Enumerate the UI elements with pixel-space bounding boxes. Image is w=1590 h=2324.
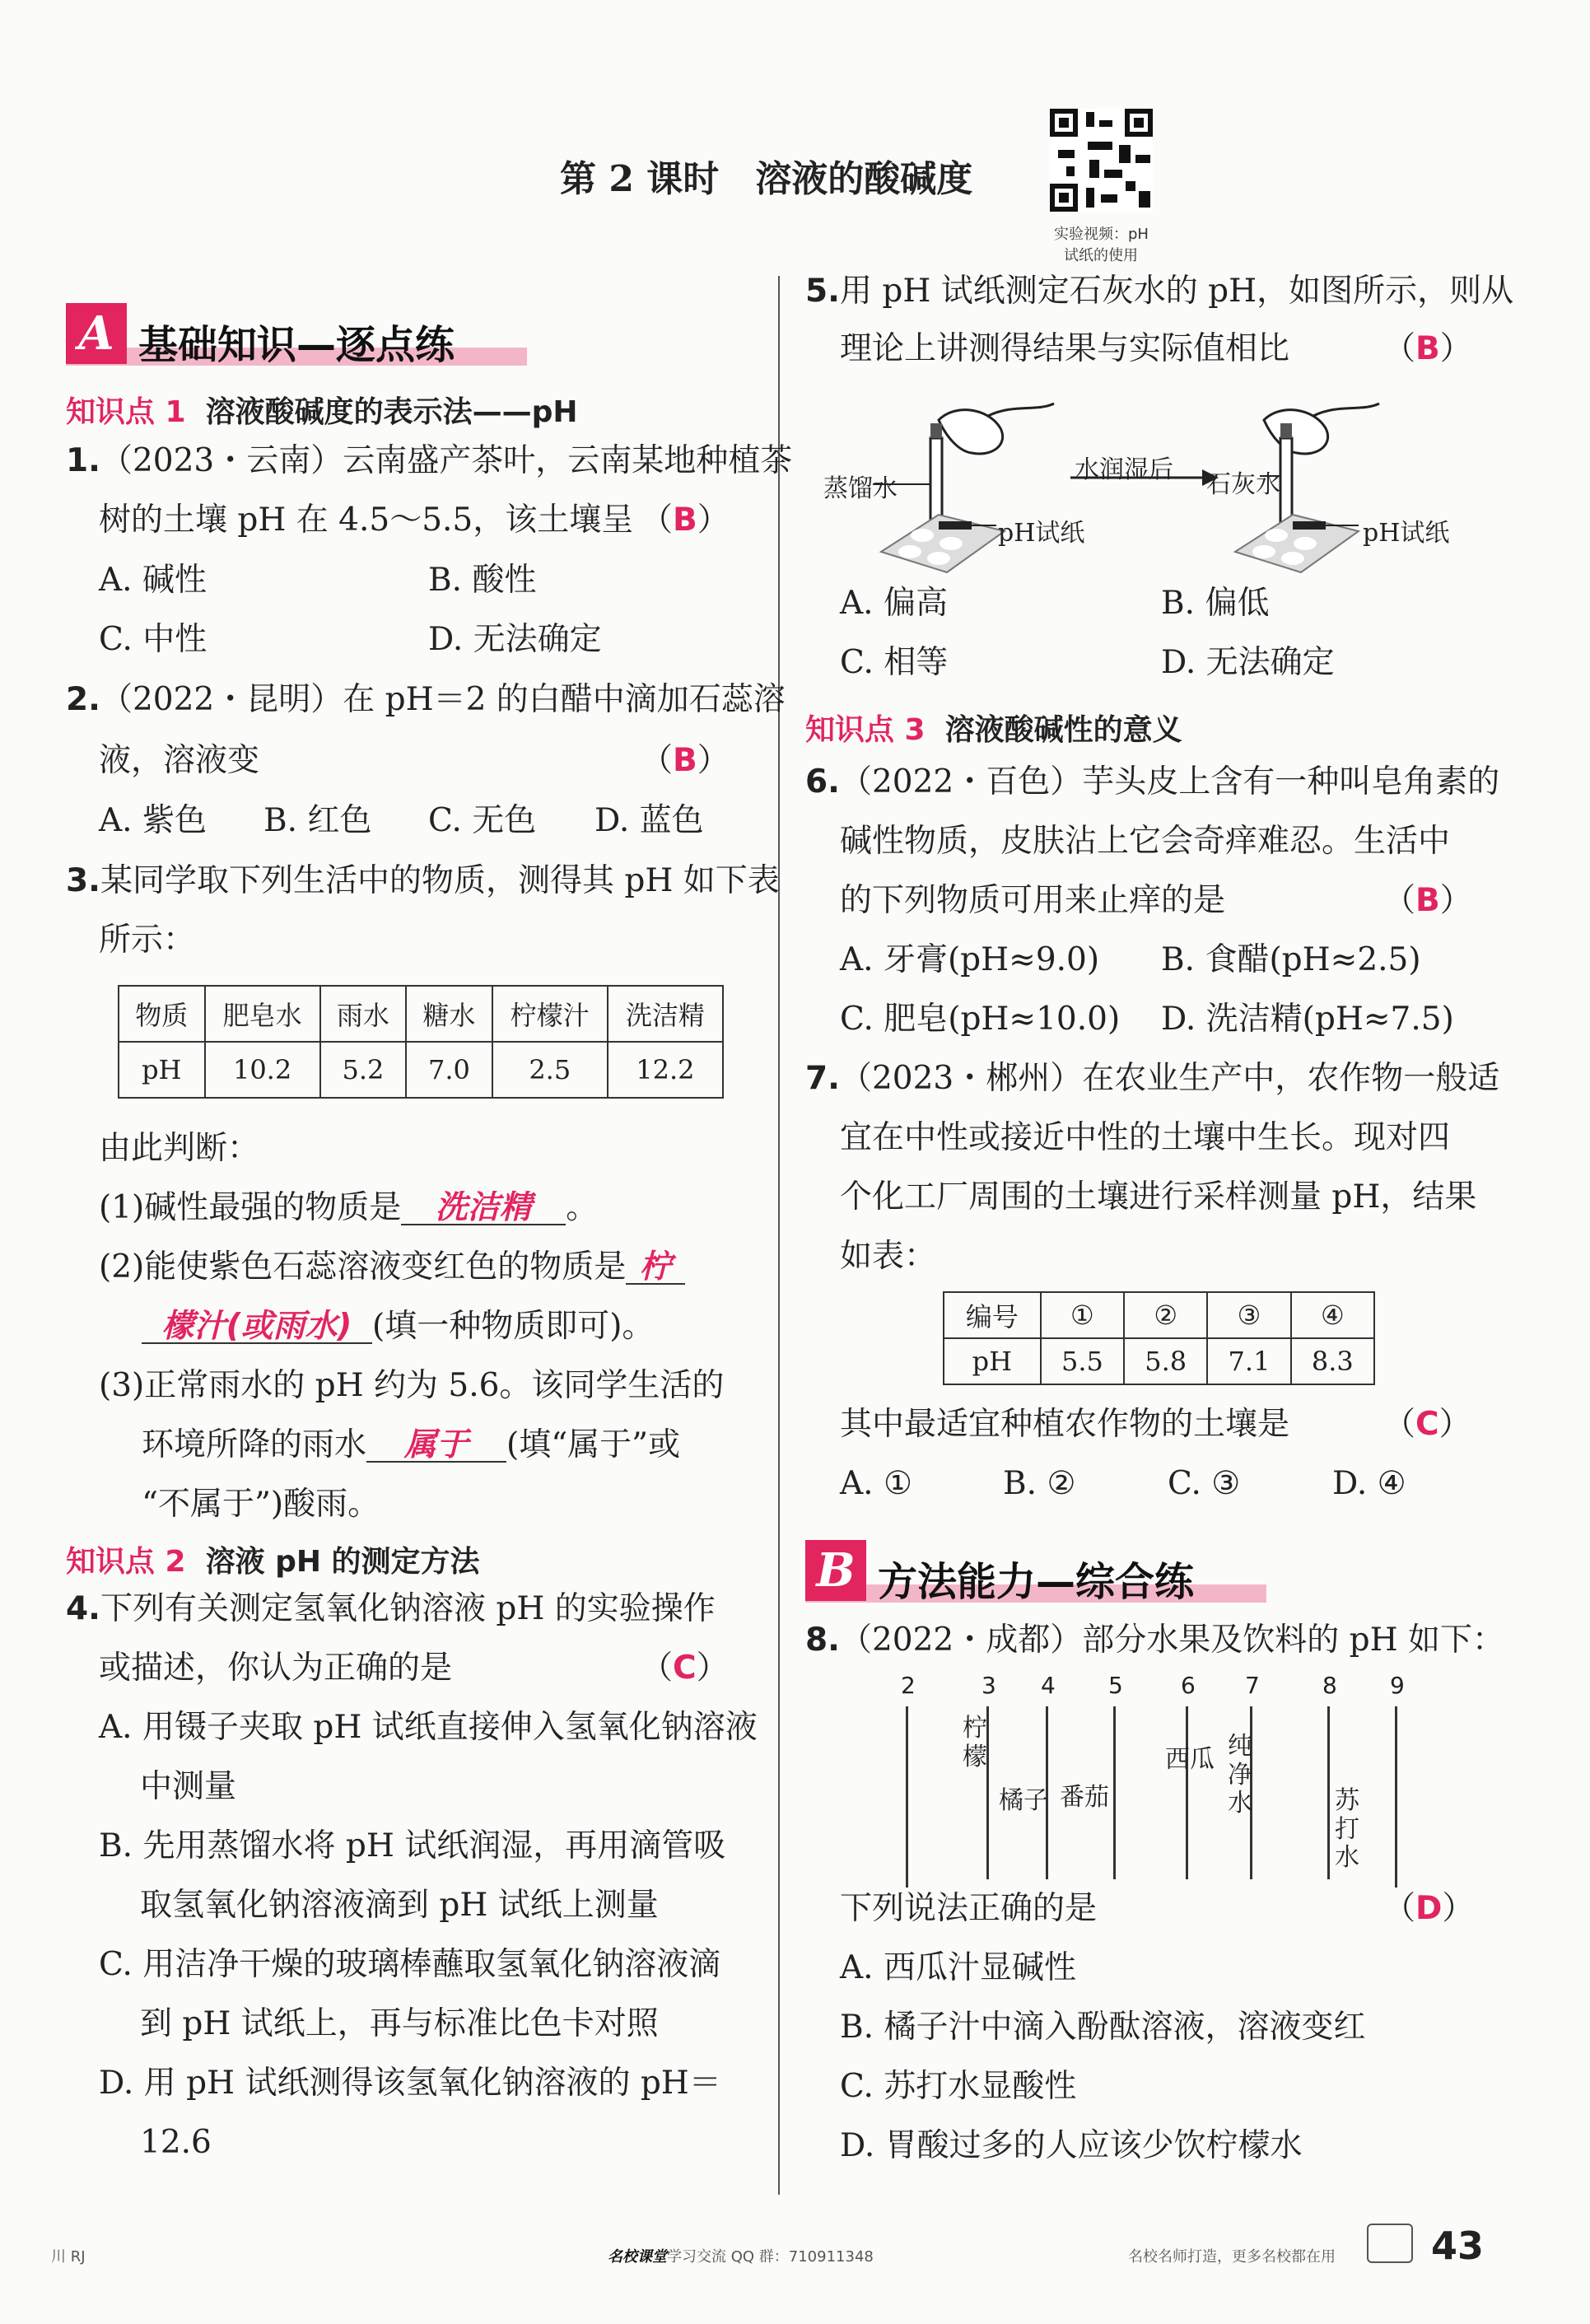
question-text: 其中最适宜种植农作物的土壤是	[840, 1406, 1290, 1443]
answer: B	[673, 742, 697, 779]
answer: B	[673, 502, 697, 539]
answer: B	[1415, 882, 1440, 919]
question-text: （2022・百色）芋头皮上含有一种叫皂角素的	[839, 763, 1500, 800]
table-cell: 洗洁精	[608, 986, 723, 1042]
brand-icon	[1367, 2224, 1413, 2263]
question-text: （2023・郴州）在农业生产中，农作物一般适	[839, 1060, 1500, 1097]
fig-label: 石灰水	[1206, 470, 1280, 499]
option-a: A. 偏高	[840, 585, 948, 622]
fill-answer: 属于	[366, 1429, 506, 1463]
scale-line	[906, 1706, 908, 1888]
question-number: 6.	[805, 763, 840, 800]
option-b: B. 先用蒸馏水将 pH 试纸润湿，再用滴管吸	[99, 1827, 726, 1864]
table-row	[119, 1042, 723, 1098]
question-6	[805, 763, 1500, 800]
kp-title: 溶液酸碱性的意义	[944, 713, 1182, 747]
table-cell: 8.3	[1291, 1338, 1374, 1384]
fill-answer: 檬汁(或雨水)	[142, 1310, 372, 1344]
option-b: B. 橘子汁中滴入酚酞溶液，溶液变红	[840, 2009, 1366, 2046]
scale-tick-label: 4	[1041, 1672, 1056, 1699]
scale-line	[1186, 1706, 1188, 1879]
table-cell: pH	[119, 1042, 205, 1098]
kp-label: 知识点 3	[805, 713, 926, 747]
scale-item-label: 苏打水	[1335, 1786, 1359, 1872]
scale-item-label: 纯净水	[1228, 1732, 1252, 1818]
scale-item-label: 柠檬	[963, 1714, 987, 1771]
question-1	[66, 442, 793, 479]
sub-question-2-cont: 檬汁(或雨水) (填一种物质即可)。	[142, 1310, 654, 1344]
table-cell: 柠檬汁	[492, 986, 608, 1042]
scale-tick-label: 9	[1390, 1672, 1405, 1699]
question-text: （2022・成都）部分水果及饮料的 pH 如下：	[839, 1622, 1504, 1659]
page-title: 第 2 课时 溶液的酸碱度	[560, 158, 973, 200]
option-a: A. ①	[840, 1465, 912, 1502]
option-a: A. 牙膏(pH≈9.0)	[840, 941, 1100, 978]
scale-item-label: 番茄	[1060, 1783, 1109, 1812]
fig-label: pH试纸	[1363, 519, 1450, 548]
ph-test-figure	[815, 387, 1490, 585]
question-8	[805, 1622, 1504, 1659]
kp-title: 溶液酸碱度的表示法——pH	[205, 395, 578, 429]
kp-label: 知识点 2	[66, 1545, 186, 1579]
question-text: 碱性物质，皮肤沾上它会奇痒难忍。生活中	[840, 823, 1451, 860]
question-7	[805, 1060, 1500, 1097]
fig-label: 蒸馏水	[823, 474, 898, 503]
question-number: 2.	[66, 681, 100, 718]
answer: C	[1415, 1406, 1439, 1443]
section-a-banner	[66, 303, 527, 371]
answer-bracket: （C）	[641, 1650, 729, 1687]
question-text: 下列说法正确的是	[840, 1890, 1098, 1927]
scale-item-label: 西瓜	[1165, 1745, 1215, 1774]
fig-label: pH试纸	[998, 519, 1085, 548]
table-cell: ④	[1291, 1292, 1374, 1338]
section-b-title: 方法能力—综合练	[878, 1559, 1195, 1605]
table-cell: 物质	[119, 986, 205, 1042]
question-text: 宜在中性或接近中性的土壤中生长。现对四	[840, 1119, 1451, 1156]
option-b: B. 红色	[263, 802, 372, 839]
qr-caption: 试纸的使用	[1064, 247, 1138, 264]
answer: D	[1415, 1890, 1443, 1927]
option-d-cont: 12.6	[140, 2124, 212, 2161]
hand-dropper-icon	[1264, 404, 1379, 529]
page-number: 43	[1431, 2224, 1485, 2268]
knowledge-point-3	[805, 707, 1182, 749]
section-a-title: 基础知识—逐点练	[138, 322, 455, 368]
table-row	[119, 986, 723, 1042]
question-text: 液，溶液变	[99, 742, 260, 779]
hand-dropper-icon	[930, 404, 1054, 529]
question-3	[66, 862, 780, 899]
section-b-letter: B	[805, 1540, 866, 1601]
option-d: D. 胃酸过多的人应该少饮柠檬水	[840, 2127, 1303, 2164]
question-text: 某同学取下列生活中的物质，测得其 pH 如下表	[100, 862, 780, 899]
option-c: C. 苏打水显酸性	[840, 2068, 1077, 2105]
spot-plate-icon	[1235, 515, 1359, 572]
table-cell: 12.2	[608, 1042, 723, 1098]
scale-tick-label: 6	[1181, 1672, 1196, 1699]
sub-question-1: (1)碱性最强的物质是 洗洁精 。	[99, 1189, 599, 1226]
qr-caption: 实验视频：pH	[1054, 226, 1149, 243]
option-a: A. 碱性	[99, 562, 207, 599]
fill-answer: 柠	[626, 1251, 685, 1285]
option-d: D. 用 pH 试纸测得该氢氧化钠溶液的 pH＝	[99, 2065, 721, 2102]
table-cell: 5.8	[1124, 1338, 1207, 1384]
option-c: C. ③	[1168, 1465, 1241, 1502]
section-b-banner	[805, 1540, 1266, 1608]
ph-scale-diagram	[889, 1672, 1416, 1878]
question-text: 由此判断：	[99, 1130, 260, 1167]
table-cell: 7.1	[1207, 1338, 1290, 1384]
answer-bracket: （B）	[641, 742, 730, 779]
scale-line	[1395, 1706, 1397, 1888]
qr-code-icon[interactable]	[1050, 109, 1153, 212]
answer-bracket: （C）	[1383, 1406, 1471, 1443]
table-cell: ③	[1207, 1292, 1290, 1338]
option-d: D. 无法确定	[428, 621, 602, 658]
question-text: 如表：	[840, 1238, 937, 1275]
ph-table-q3	[118, 985, 724, 1099]
option-c: C. 肥皂(pH≈10.0)	[840, 1001, 1121, 1038]
question-text: 所示：	[99, 922, 196, 959]
sub-question-3: (3)正常雨水的 pH 约为 5.6。该同学生活的	[99, 1367, 725, 1404]
answer-bracket: （B）	[1383, 882, 1472, 919]
table-cell: 肥皂水	[205, 986, 320, 1042]
brand-logo: 名校课堂	[608, 2248, 667, 2266]
option-d: D. 蓝色	[595, 802, 704, 839]
option-b: B. ②	[1003, 1465, 1076, 1502]
table-cell: 糖水	[406, 986, 492, 1042]
option-a: A. 紫色	[99, 802, 207, 839]
option-c-cont: 到 pH 试纸上，再与标准比色卡对照	[140, 2005, 659, 2042]
scale-tick-label: 8	[1322, 1672, 1337, 1699]
table-cell: 编号	[944, 1292, 1041, 1338]
option-b: B. 食醋(pH≈2.5)	[1161, 941, 1421, 978]
scale-tick-label: 2	[901, 1672, 916, 1699]
scale-line	[1113, 1706, 1116, 1879]
question-text: 下列有关测定氢氧化钠溶液 pH 的实验操作	[100, 1590, 716, 1627]
scale-tick-label: 3	[982, 1672, 996, 1699]
table-cell: 5.2	[320, 1042, 407, 1098]
option-b-cont: 取氢氧化钠溶液滴到 pH 试纸上测量	[140, 1887, 659, 1924]
spot-plate-icon	[881, 515, 1005, 572]
option-c: C. 相等	[840, 644, 949, 681]
question-number: 5.	[805, 273, 840, 310]
scale-tick-label: 7	[1245, 1672, 1260, 1699]
option-c: C. 无色	[428, 802, 537, 839]
knowledge-point-1	[66, 389, 578, 431]
answer: B	[1415, 330, 1440, 367]
option-a: A. 西瓜汁显碱性	[840, 1949, 1076, 1986]
question-text: 理论上讲测得结果与实际值相比	[840, 330, 1290, 367]
option-d: D. ④	[1332, 1465, 1406, 1502]
footer-left: 川 RJ	[51, 2248, 86, 2266]
option-b: B. 酸性	[428, 562, 537, 599]
question-text: 用 pH 试纸测定石灰水的 pH，如图所示，则从	[839, 273, 1514, 310]
option-a-cont: 中测量	[140, 1768, 237, 1805]
question-text: 的下列物质可用来止痒的是	[840, 882, 1226, 919]
question-number: 1.	[66, 442, 100, 479]
fill-answer: 洗洁精	[401, 1192, 566, 1225]
sub-question-3-cont: 环境所降的雨水 属于 (填“属于”或	[142, 1426, 681, 1463]
table-cell: ②	[1124, 1292, 1207, 1338]
section-a-letter: A	[66, 303, 127, 364]
question-text: 树的土壤 pH 在 4.5～5.5，该土壤呈	[99, 502, 634, 539]
column-divider	[778, 276, 780, 2195]
option-c: C. 中性	[99, 621, 207, 658]
kp-label: 知识点 1	[66, 395, 186, 429]
table-cell: ①	[1041, 1292, 1124, 1338]
option-d: D. 洗洁精(pH≈7.5)	[1161, 1001, 1454, 1038]
question-5	[805, 273, 1514, 310]
sub-question-2: (2)能使紫色石蕊溶液变红色的物质是 柠	[99, 1251, 685, 1285]
question-text: （2023・云南）云南盛产茶叶，云南某地种植茶	[100, 442, 793, 479]
ph-table-q7	[943, 1291, 1375, 1385]
scale-item-label: 橘子	[999, 1786, 1048, 1815]
option-d: D. 无法确定	[1161, 644, 1335, 681]
question-number: 4.	[66, 1590, 100, 1627]
option-c: C. 用洁净干燥的玻璃棒蘸取氢氧化钠溶液滴	[99, 1946, 721, 1983]
fig-label: 水润湿后	[1075, 455, 1173, 484]
option-b: B. 偏低	[1161, 585, 1270, 622]
question-text: （2022・昆明）在 pH＝2 的白醋中滴加石蕊溶	[100, 681, 786, 718]
question-number: 8.	[805, 1622, 840, 1659]
footer-right: 名校名师打造，更多名校都在用	[1128, 2248, 1336, 2266]
question-number: 7.	[805, 1060, 840, 1097]
scale-tick-label: 5	[1108, 1672, 1123, 1699]
table-row	[944, 1292, 1374, 1338]
question-text: 或描述，你认为正确的是	[99, 1650, 453, 1687]
question-text: 个化工厂周围的土壤进行采样测量 pH，结果	[840, 1178, 1477, 1216]
sub-question-3-cont: “不属于”)酸雨。	[142, 1486, 380, 1523]
table-row	[944, 1338, 1374, 1384]
answer: C	[673, 1650, 697, 1687]
table-cell: 5.5	[1041, 1338, 1124, 1384]
question-4	[66, 1590, 716, 1627]
kp-title: 溶液 pH 的测定方法	[205, 1545, 480, 1579]
answer-bracket: （B）	[1383, 330, 1472, 367]
knowledge-point-2	[66, 1538, 480, 1580]
question-number: 3.	[66, 862, 100, 899]
table-cell: 2.5	[492, 1042, 608, 1098]
table-cell: pH	[944, 1338, 1041, 1384]
question-2	[66, 681, 786, 718]
footer-center: 名校课堂学习交流 QQ 群：710911348	[608, 2248, 874, 2266]
answer-bracket: （D）	[1383, 1890, 1475, 1927]
answer-bracket: （B）	[641, 502, 730, 539]
option-a: A. 用镊子夹取 pH 试纸直接伸入氢氧化钠溶液	[99, 1709, 758, 1746]
table-cell: 7.0	[406, 1042, 492, 1098]
table-cell: 雨水	[320, 986, 407, 1042]
scale-line	[1327, 1706, 1330, 1879]
table-cell: 10.2	[205, 1042, 320, 1098]
